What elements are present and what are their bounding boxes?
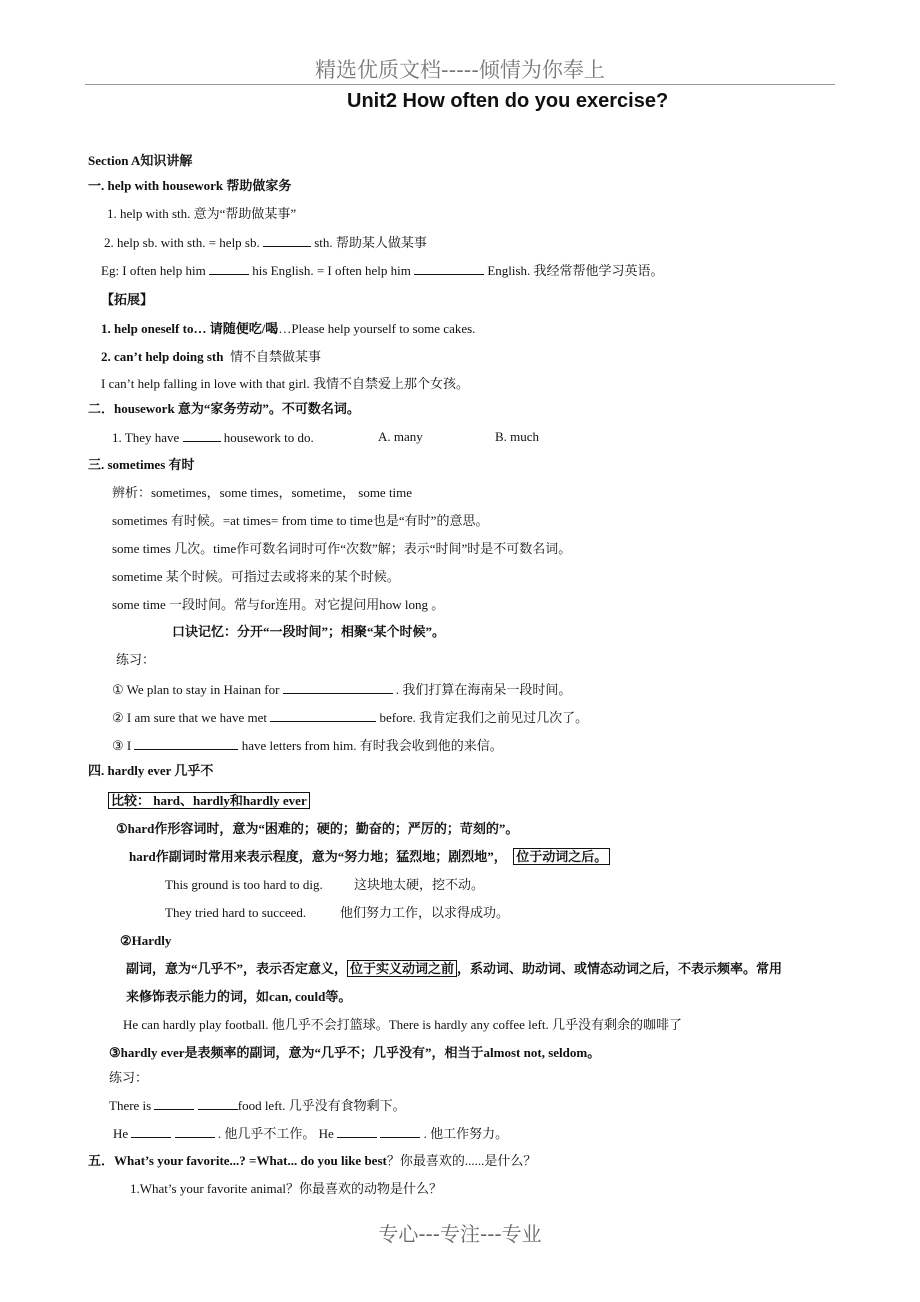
fill-blank[interactable] <box>283 681 393 694</box>
fill-blank[interactable] <box>209 262 249 275</box>
option-a: A. many <box>378 429 423 444</box>
fill-blank[interactable] <box>270 709 376 722</box>
s1-item2: 2. help sb. with sth. = help sb. sth. 帮助某人做某事 <box>104 235 427 250</box>
compare-item2: ②Hardly <box>120 933 172 948</box>
fill-blank[interactable] <box>337 1125 377 1138</box>
fill-blank[interactable] <box>380 1125 420 1138</box>
s3-line2: sometimes 有时候。=at times= from time to time也是“有时”的意思。 <box>112 513 489 528</box>
s3-line1: 辨析：sometimes，some times，sometime， some time <box>112 485 413 500</box>
header-divider <box>85 84 835 85</box>
s4-practice1: There is food left. 几乎没有食物剩下。 <box>109 1098 406 1113</box>
fill-blank[interactable] <box>154 1097 194 1110</box>
compare-item2-example: He can hardly play football. 他几乎不会打篮球。There is hardly any coffee left. 几乎没有剩余的咖啡了 <box>123 1017 682 1032</box>
s5-item1: 1.What’s your favorite animal？你最喜欢的动物是什么？ <box>130 1181 442 1196</box>
page-footer: 专心---专注---专业 <box>378 1222 542 1246</box>
s1-heading: 一. help with housework 帮助做家务 <box>88 178 292 193</box>
s4-practice-label: 练习： <box>109 1070 149 1085</box>
option-b: B. much <box>495 429 540 444</box>
fill-blank[interactable] <box>183 429 221 442</box>
mnemonic: 口诀记忆：分开“一段时间”；相聚“某个时候”。 <box>172 624 446 639</box>
compare-item1: ①hard作形容词时，意为“困难的；硬的；勤奋的；严厉的；苛刻的”。 <box>116 821 519 836</box>
s3-line3: some times 几次。time作可数名词时可作“次数”解；表示“时间”时是不可数名词。 <box>112 541 572 556</box>
fill-blank[interactable] <box>131 1125 171 1138</box>
s1-item1: 1. help with sth. 意为“帮助做某事” <box>107 206 297 221</box>
extension-label: 【拓展】 <box>101 292 154 307</box>
fill-blank[interactable] <box>175 1125 215 1138</box>
fill-blank[interactable] <box>198 1097 238 1110</box>
fill-blank[interactable] <box>414 262 484 275</box>
boxed-phrase: 位于动词之后。 <box>513 848 610 865</box>
compare-item3: ③hardly ever是表频率的副词，意为“几乎不；几乎没有”，相当于almost not, seldom。 <box>109 1045 601 1060</box>
compare-item1b: hard作副词时常用来表示程度，意为“努力地；猛烈地；剧烈地”， 位于动词之后。 <box>129 849 610 865</box>
fill-blank[interactable] <box>134 737 238 750</box>
s3-practice-label: 练习： <box>116 652 156 667</box>
s3-line5: some time 一段时间。常与for连用。对它提问用how long 。 <box>112 597 445 612</box>
s4-practice2: He . 他几乎不工作。 He . 他工作努力。 <box>113 1126 509 1141</box>
example2-zh: 他们努力工作，以求得成功。 <box>340 905 510 920</box>
s3-line4: sometime 某个时候。可指过去或将来的某个时候。 <box>112 569 400 584</box>
fill-blank[interactable] <box>263 234 311 247</box>
s4-heading: 四. hardly ever 几乎不 <box>88 763 214 778</box>
page-title: Unit2 How often do you exercise? <box>347 90 669 112</box>
s3-practice3: ③ I have letters from him. 有时我会收到他的来信。 <box>112 738 503 753</box>
s3-practice2: ② I am sure that we have met before. 我肯定我们之前见过几次了。 <box>112 710 589 725</box>
s3-heading: 三. sometimes 有时 <box>88 457 195 472</box>
example1-en: This ground is too hard to dig. <box>165 877 323 892</box>
compare-item2-desc: 副词，意为“几乎不”，表示否定意义， 位于实义动词之前 ，系动词、助动词、或情态动词之后，不表示频率。常用 <box>126 961 783 976</box>
ext-item2: 2. can’t help doing sth 情不自禁做某事 <box>101 349 321 364</box>
ext-example: I can’t help falling in love with that girl. 我情不自禁爱上那个女孩。 <box>101 376 470 391</box>
s1-example: Eg: I often help him his English. = I often help him English. 我经常帮他学习英语。 <box>101 263 664 278</box>
boxed-phrase: 位于实义动词之前 <box>347 960 457 977</box>
s2-heading: 二．housework 意为“家务劳动”。不可数名词。 <box>88 401 360 416</box>
section-heading: Section A知识讲解 <box>88 153 193 168</box>
s3-practice1: ① We plan to stay in Hainan for . 我们打算在海南呆一段时间。 <box>112 682 572 697</box>
s5-heading: 五．What’s your favorite...? =What... do you like best？你最喜欢的......是什么？ <box>88 1153 537 1168</box>
compare-box: 比较： hard、hardly和hardly ever <box>108 793 310 809</box>
example1-zh: 这块地太硬，挖不动。 <box>354 877 485 892</box>
page-header: 精选优质文档-----倾情为你奉上 <box>315 58 605 82</box>
ext-item1: 1. help oneself to… 请随便吃/喝…Please help yourself to some cakes. <box>101 321 476 336</box>
s2-question: 1. They have housework to do. <box>112 430 314 445</box>
compare-item2-desc2: 来修饰表示能力的词，如can, could等。 <box>126 989 352 1004</box>
example2-en: They tried hard to succeed. <box>165 905 307 920</box>
